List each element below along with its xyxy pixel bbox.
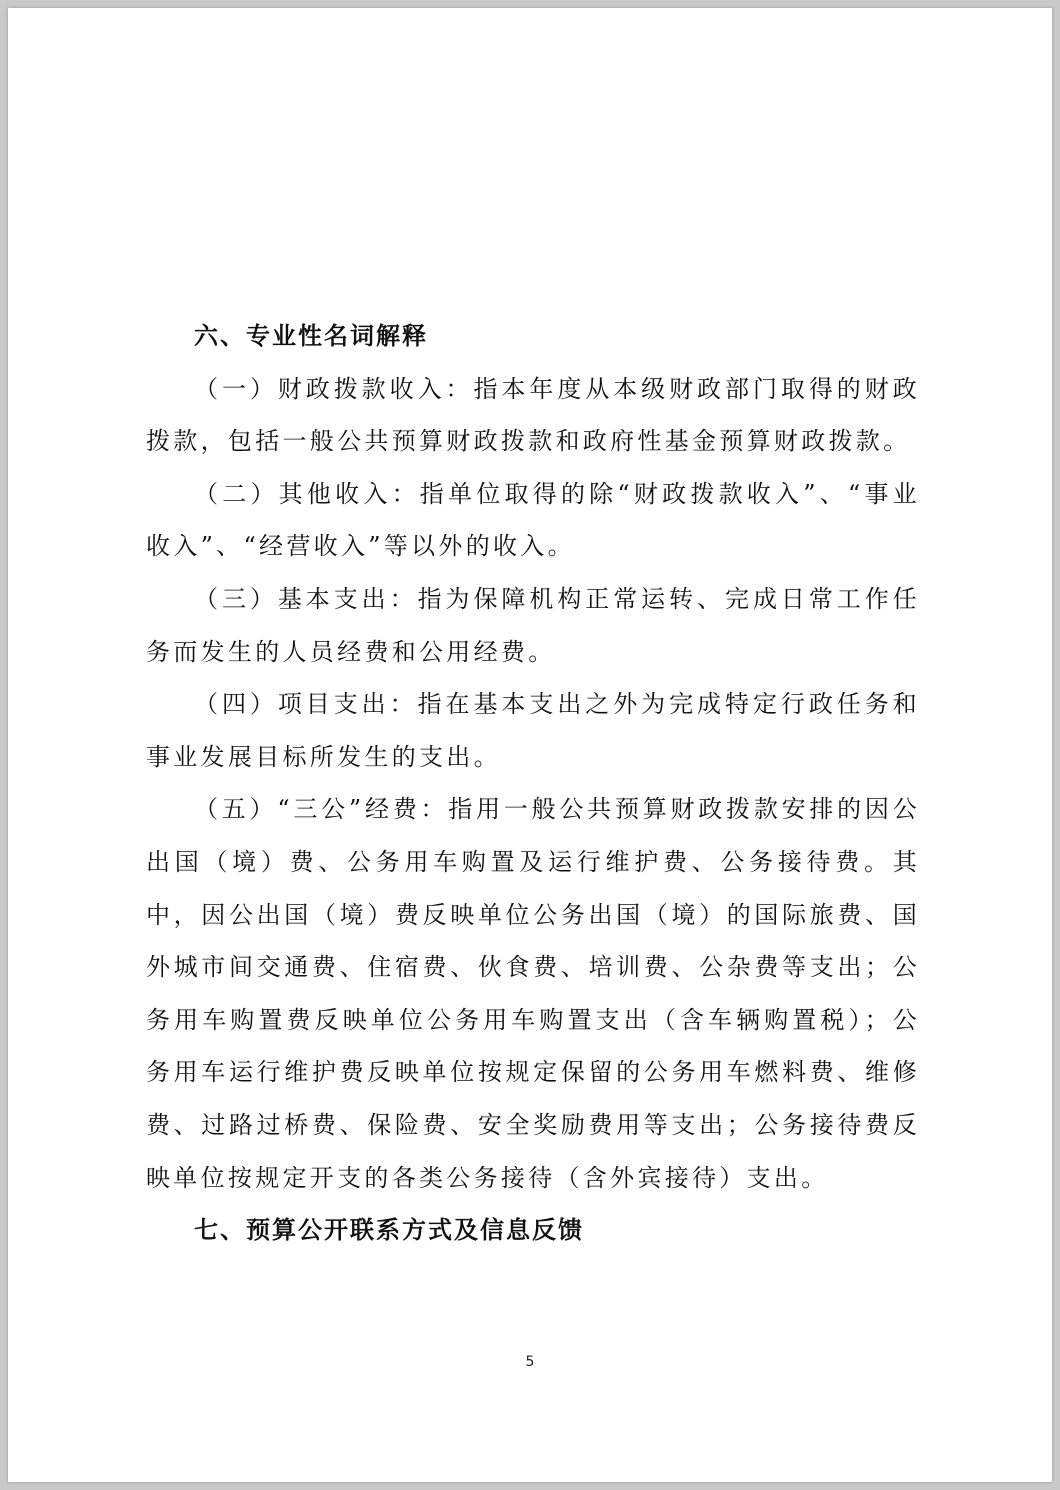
- page-number: 5: [525, 1354, 535, 1370]
- section-heading-7: 七、预算公开联系方式及信息反馈: [194, 1216, 584, 1245]
- definition-project-expenditure: （四）项目支出：指在基本支出之外为完成特定行政任务和事业发展目标所发生的支出。: [146, 690, 920, 771]
- definition-basic-expenditure: （三）基本支出：指为保障机构正常运转、完成日常工作任务而发生的人员经费和公用经费。: [146, 584, 920, 666]
- definition-three-public-expenses: （五）“三公”经费：指用一般公共预算财政拨款安排的因公出国（境）费、公务用车购置及运行维护费、公务接待费。其中，因公出国（境）费反映单位公务出国（境）的国际旅费、国外城市间交通费、住宿费、伙食费、培训费、公杂费等支出；公务用车购置费反映单位公务用车购置支出（含车辆购置税）；公务用车运行维护费反映单位按规定保留的公务用车燃料费、维修费、过路过桥费、保险费、安全奖励费用等支出；公务接待费反映单位按规定开支的各类公务接待（含外宾接待）支出。: [146, 795, 920, 1192]
- definition-fiscal-appropriation: （一）财政拨款收入：指本年度从本级财政部门取得的财政拨款，包括一般公共预算财政拨款和政府性基金预算财政拨款。: [146, 374, 920, 456]
- section-heading-6: 六、专业性名词解释: [194, 322, 428, 350]
- page-body: [146, 310, 920, 1257]
- definition-other-income: （二）其他收入：指单位取得的除“财政拨款收入”、“事业收入”、“经营收入”等以外的收入。: [146, 479, 920, 561]
- document-page: [8, 8, 1052, 1482]
